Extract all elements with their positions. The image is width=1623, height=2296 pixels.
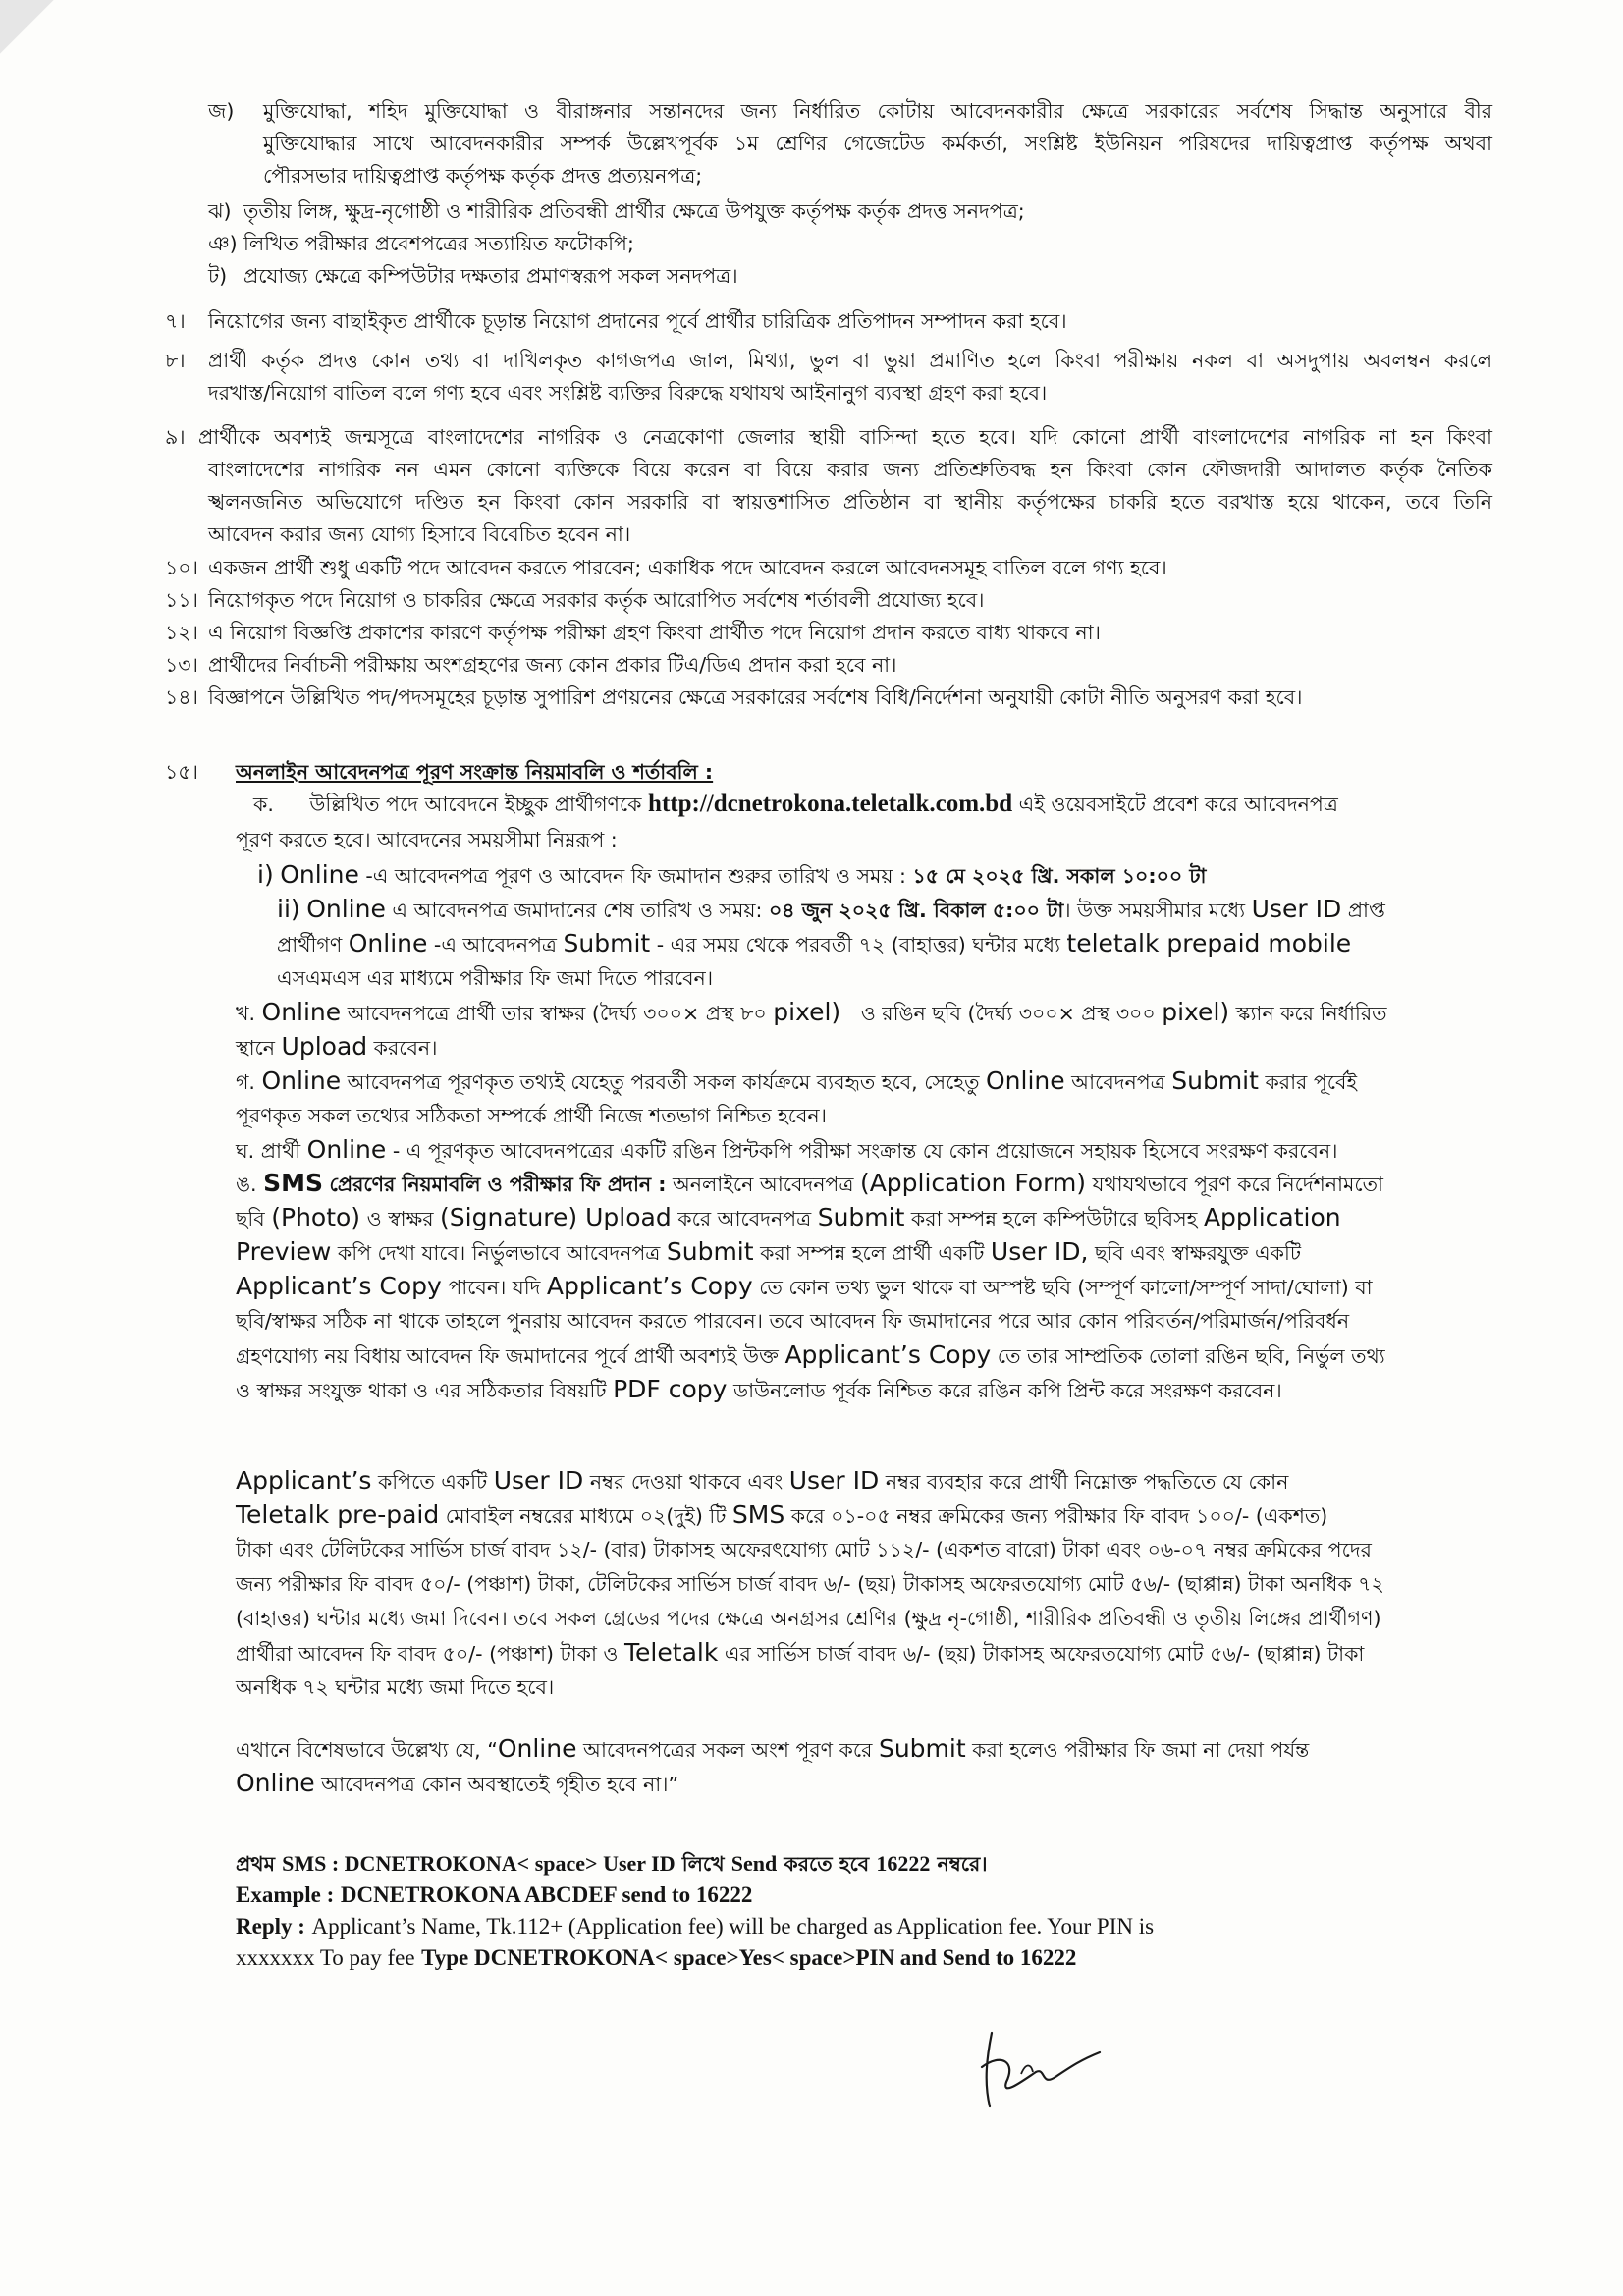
text: (Photo)	[271, 1203, 361, 1231]
item-text-line: প্রার্থীদের নির্বাচনী পরীক্ষায় অংশগ্রহণের জন্য কোন প্রকার টিএ/ডিএ প্রদান করা হবে না।	[208, 653, 897, 677]
item-number: ১৫।	[165, 760, 198, 784]
subitem-ii	[277, 895, 1385, 925]
text: Application	[1203, 1203, 1341, 1231]
text: আবেদনপত্র পূরণকৃত তথ্যই যেহেতু পরবর্তী সকল কার্যক্রমে ব্যবহৃত হবে, সেহেতু	[347, 1070, 980, 1094]
text: teletalk prepaid mobile	[1066, 929, 1352, 957]
text-line	[236, 1340, 1385, 1371]
text: Online	[261, 1066, 342, 1095]
text: করবেন।	[373, 1036, 438, 1060]
text: Online	[497, 1734, 577, 1763]
item-number: ১৪।	[165, 685, 198, 709]
text: করে আবেদনপত্র	[677, 1207, 812, 1230]
text: (Application Form)	[859, 1169, 1087, 1197]
text: Applicant’s Copy	[236, 1272, 442, 1300]
item-text-line: লিখিত পরীক্ষার প্রবেশপত্রের সত্যায়িত ফটোকপি;	[243, 232, 634, 255]
text: Preview	[236, 1237, 332, 1266]
text: Submit	[1171, 1066, 1259, 1095]
item-marker: ঞ)	[208, 232, 238, 255]
website-link[interactable]: http://dcnetrokona.teletalk.com.bd	[648, 791, 1013, 817]
text: Online	[261, 998, 342, 1026]
text: এই ওয়েবসাইটে প্রবেশ করে আবেদনপত্র	[1018, 793, 1338, 816]
text: Teletalk	[624, 1638, 719, 1667]
item-number: ১০।	[165, 556, 198, 579]
item-text-line: নিয়োগের জন্য বাছাইকৃত প্রার্থীকে চূড়ান্ত নিয়োগ প্রদানের পূর্বে প্রার্থীর চারিত্রিক প্রতিপাদন সম্পাদন করা হবে।	[208, 309, 1067, 333]
text: প্রথম	[236, 1852, 275, 1876]
text: প্রার্থীরা আবেদন ফি বাবদ ৫০/- (পঞ্চাশ) টাকা ও	[236, 1642, 619, 1666]
text: Send	[730, 1851, 778, 1876]
item-text-line: পৌরসভার দায়িত্বপ্রাপ্ত কর্তৃপক্ষ কর্তৃক প্রদত্ত প্রত্যয়নপত্র;	[263, 164, 703, 188]
text-line: জন্য পরীক্ষার ফি বাবদ ৫০/- (পঞ্চাশ) টাকা, টেলিটকের সার্ভিস চার্জ বাবদ ৬/- (ছয়) টাকাসহ অফেরতযোগ্য মোট ৫৬/- (ছাপ্পান্ন) টাকা অনধিক ৭২	[236, 1572, 1384, 1596]
text: নম্বর ব্যবহার করে প্রার্থী নিম্নোক্ত পদ্ধতিতে যে কোন	[885, 1470, 1289, 1494]
text: User ID,	[990, 1237, 1089, 1266]
subitem-i	[257, 860, 1206, 891]
item-text-line: মুক্তিযোদ্ধা, শহিদ মুক্তিযোদ্ধা ও বীরাঙ্গনার সন্তানদের জন্য নির্ধারিত কোটায় আবেদনকারীর ক্ষেত্রে সরকারের সর্বশেষ সিদ্ধান্ত অনুসারে বীর	[263, 99, 1492, 123]
subitem-gha	[236, 1135, 1337, 1166]
reply-line-2	[236, 1943, 1076, 1973]
item-text-line: প্রযোজ্য ক্ষেত্রে কম্পিউটার দক্ষতার প্রমাণস্বরূপ সকল সনদপত্র।	[243, 264, 738, 288]
text: নম্বর দেওয়া থাকবে এবং	[589, 1470, 784, 1494]
folded-corner	[0, 0, 59, 59]
text: Applicant’s Copy	[784, 1340, 992, 1369]
item-marker: ঝ)	[208, 199, 232, 223]
text: (Signature) Upload	[440, 1203, 672, 1231]
subitem-marker: ঙ.	[236, 1173, 257, 1196]
example-text: DCNETROKONA ABCDEF send to 16222	[340, 1883, 753, 1907]
text: Online	[236, 1769, 315, 1797]
text-line	[236, 1237, 1301, 1268]
text-line: ছবি/স্বাক্ষর সঠিক না থাকে তাহলে পুনরায় আবেদন করতে পারবেন। তবে আবেদন ফি জমাদানের পরে আর কোন পরিবর্তন/পরিমার্জন/পরিবর্ধন	[236, 1309, 1350, 1333]
text-line	[236, 1769, 678, 1799]
text-line	[236, 1466, 1288, 1497]
reply-line	[236, 1912, 1154, 1941]
item-text-line: প্রার্থী কর্তৃক প্রদত্ত কোন তথ্য বা দাখিলকৃত কাগজপত্র জাল, মিথ্যা, ভুল বা ভুয়া প্রমাণিত হলে কিংবা পরীক্ষায় নকল বা অসদুপায় অবলম্বন করলে	[208, 349, 1492, 372]
text-line	[236, 1501, 1327, 1531]
text: পূরণ করতে হবে। আবেদনের সময়সীমা নিম্নরূপ :	[236, 828, 618, 851]
item-text-line: বাংলাদেশের নাগরিক নন এমন কোনো ব্যক্তিকে বিয়ে করেন বা বিয়ে করার জন্য প্রতিশ্রুতিবদ্ধ হন কিংবা কোন ফৌজদারী আদালত কর্তৃক নৈতিক	[208, 458, 1492, 481]
text: নম্বরে।	[937, 1852, 988, 1876]
text-line	[236, 1203, 1341, 1233]
text: স্থানে	[236, 1036, 275, 1060]
text: যথাযথভাবে পূরণ করে নির্দেশনামতো	[1092, 1173, 1383, 1196]
item-text-line: মুক্তিযোদ্ধার সাথে আবেদনকারীর সম্পর্ক উল্লেখপূর্বক ১ম শ্রেণির গেজেটেড কর্মকর্তা, সংশ্লিষ্ট ইউনিয়ন পরিষদের দায়িত্বপ্রাপ্ত কর্তৃপক্ষ অথবা	[263, 132, 1492, 155]
example-line	[236, 1881, 752, 1910]
text: Online	[306, 1135, 387, 1164]
text: Applicant’s	[236, 1466, 372, 1495]
text: Submit	[817, 1203, 905, 1231]
text: করা সম্পন্ন হলে কম্পিউটারে ছবিসহ	[910, 1207, 1198, 1230]
text: Applicant’s Copy	[546, 1272, 753, 1300]
reply-command: Type DCNETROKONA< space>Yes< space>PIN and Send to 16222	[421, 1945, 1077, 1970]
subitem-marker: ক.	[253, 793, 274, 816]
text: স্ক্যান করে নির্ধারিত	[1235, 1002, 1387, 1025]
reply-text: xxxxxxx To pay fee	[236, 1945, 415, 1970]
item-text-line: দরখাস্ত/নিয়োগ বাতিল বলে গণ্য হবে এবং সংশ্লিষ্ট ব্যক্তির বিরুদ্ধে যথাযথ আইনানুগ ব্যবস্থা গ্রহণ করা হবে।	[208, 381, 1048, 405]
subitem-kha-line2	[236, 1032, 438, 1063]
text: ও স্বাক্ষর সংযুক্ত থাকা ও এর সঠিকতার বিষয়টি	[236, 1379, 607, 1402]
text: প্রাপ্ত	[1347, 899, 1385, 922]
item-text-line: বিজ্ঞাপনে উল্লিখিত পদ/পদসমূহের চূড়ান্ত সুপারিশ প্রণয়নের ক্ষেত্রে সরকারের সর্বশেষ বিধি/নির্দেশনা অনুযায়ী কোটা নীতি অনুসরণ করা হবে।	[208, 685, 1303, 709]
text: User ID	[788, 1466, 880, 1495]
subitem-ii-line2	[277, 929, 1351, 959]
text: লিখে	[681, 1852, 725, 1876]
end-date: ০৪ জুন ২০২৫ খ্রি. বিকাল ৫:০০ টা	[768, 899, 1064, 922]
text: এর সার্ভিস চার্জ বাবদ ৬/- (ছয়) টাকাসহ অফেরতযোগ্য মোট ৫৬/- (ছাপ্পান্ন) টাকা	[724, 1642, 1365, 1666]
subitem-marker: গ.	[236, 1070, 255, 1094]
text: এসএমএস এর মাধ্যমে পরীক্ষার ফি জমা দিতে পারবেন।	[277, 966, 714, 990]
text: Teletalk pre-paid	[236, 1501, 440, 1529]
text: করে ০১-০৫ নম্বর ক্রমিকের জন্য পরীক্ষার ফি বাবদ ১০০/- (একশত)	[790, 1504, 1328, 1528]
text-line	[236, 1734, 1309, 1765]
text: এখানে বিশেষভাবে উল্লেখ্য যে, “	[236, 1738, 498, 1762]
subitem-marker: i)	[257, 860, 274, 889]
short-code: 16222	[876, 1851, 931, 1876]
text: আবেদনপত্রের সকল অংশ পূরণ করে	[582, 1738, 873, 1762]
text: করা সম্পন্ন হলে প্রার্থী একটি	[760, 1241, 985, 1265]
first-sms-line	[236, 1849, 988, 1879]
item-number: ১৩।	[165, 653, 198, 677]
subitem-kha	[236, 998, 1387, 1028]
text: Submit	[563, 929, 651, 957]
item-marker: ট)	[208, 264, 228, 288]
text: এ আবেদনপত্র জমাদানের শেষ তারিখ ও সময়:	[392, 899, 763, 922]
section-heading: অনলাইন আবেদনপত্র পূরণ সংক্রান্ত নিয়মাবলি ও শর্তাবলি :	[236, 760, 714, 784]
text-line: অনধিক ৭২ ঘন্টার মধ্যে জমা দিতে হবে।	[236, 1675, 555, 1699]
text: কপিতে একটি	[377, 1470, 488, 1494]
item-number: ১১।	[165, 588, 198, 612]
text-line	[236, 1272, 1373, 1302]
subitem-ga	[236, 1066, 1357, 1097]
text: pixel)	[773, 998, 841, 1026]
text: Online	[280, 860, 359, 889]
text: প্রার্থীগণ	[277, 933, 343, 957]
text: আবেদনপত্র কোন অবস্থাতেই গৃহীত হবে না।”	[321, 1773, 679, 1796]
start-date: ১৫ মে ২০২৫ খ্রি. সকাল ১০:০০ টা	[912, 864, 1207, 888]
text: Online	[348, 929, 428, 957]
item-number: ৯।	[165, 425, 186, 449]
text: মোবাইল নম্বরের মাধ্যমে ০২(দুই) টি	[445, 1504, 727, 1528]
subitem-marker: খ.	[236, 1002, 255, 1025]
text: আবেদনপত্রে প্রার্থী তার স্বাক্ষর (দৈর্ঘ্য ৩০০× প্রস্থ ৮০	[347, 1002, 767, 1025]
reply-text: Applicant’s Name, Tk.112+ (Application fee) will be charged as Application fee. Your PIN is	[311, 1914, 1155, 1939]
text: ছবি এবং স্বাক্ষরযুক্ত একটি	[1094, 1241, 1302, 1265]
item-text-line: স্খলনজনিত অভিযোগে দণ্ডিত হন কিংবা কোন সরকারি বা স্বায়ত্তশাসিত প্রতিষ্ঠান বা স্থানীয় কর্তৃপক্ষের চাকরি হতে বরখাস্ত হয়ে থাকেন, তবে তিনি	[208, 490, 1492, 514]
text: SMS	[263, 1169, 323, 1197]
text: পূরণকৃত সকল তথ্যের সঠিকতা সম্পর্কে প্রার্থী নিজে শতভাগ নিশ্চিত হবেন।	[236, 1104, 827, 1127]
text: User ID	[493, 1466, 584, 1495]
item-text-line: এ নিয়োগ বিজ্ঞপ্তি প্রকাশের কারণে কর্তৃপক্ষ পরীক্ষা গ্রহণ কিংবা প্রার্থীত পদে নিয়োগ প্রদান করতে বাধ্য থাকবে না।	[208, 621, 1101, 644]
subitem-marker: ii)	[277, 895, 300, 923]
text: Online	[306, 895, 386, 923]
text: ও রঙিন ছবি (দৈর্ঘ্য ৩০০× প্রস্থ ৩০০	[860, 1002, 1156, 1025]
text: -এ আবেদনপত্র পূরণ ও আবেদন ফি জমাদান শুরুর তারিখ ও সময় :	[365, 864, 906, 888]
text: কপি দেখা যাবে। নির্ভুলভাবে আবেদনপত্র	[337, 1241, 661, 1265]
text: SMS	[731, 1501, 785, 1529]
text-line: (বাহাত্তর) ঘন্টার মধ্যে জমা দিবেন। তবে সকল গ্রেডের পদের ক্ষেত্রে অনগ্রসর শ্রেণির (ক্ষুদ্র নৃ-গোষ্ঠী, শারীরিক প্রতিবন্ধী ও তৃতীয় লিঙ্গের প্রার্থীগণ)	[236, 1607, 1381, 1630]
text: । উক্ত সময়সীমার মধ্যে	[1063, 899, 1246, 922]
text: অনলাইনে আবেদনপত্র	[673, 1173, 854, 1196]
item-text-line: একজন প্রার্থী শুধু একটি পদে আবেদন করতে পারবেন; একাধিক পদে আবেদন করলে আবেদনসমূহ বাতিল বলে গণ্য হবে।	[208, 556, 1167, 579]
text: - এর সময় থেকে পরবর্তী ৭২ (বাহাত্তর) ঘন্টার মধ্যে	[656, 933, 1060, 957]
subitem-ka	[253, 790, 1338, 819]
text: pixel)	[1162, 998, 1230, 1026]
text: করার পূর্বেই	[1265, 1070, 1358, 1094]
text: করতে হবে	[784, 1852, 870, 1876]
text: পাবেন। যদি	[448, 1276, 541, 1299]
text: Submit	[878, 1734, 966, 1763]
text-line: টাকা এবং টেলিটকের সার্ভিস চার্জ বাবদ ১২/- (বার) টাকাসহ অফেরৎযোগ্য মোট ১১২/- (একশত বারো) টাকা এবং ০৬-০৭ নম্বর ক্রমিকের পদের	[236, 1538, 1372, 1561]
example-label: Example :	[236, 1883, 335, 1907]
text: PDF copy	[613, 1375, 728, 1403]
reply-label: Reply :	[236, 1914, 305, 1939]
text: ছবি	[236, 1207, 265, 1230]
text: -এ আবেদনপত্র	[433, 933, 557, 957]
subitem-marker: ঘ.	[236, 1139, 255, 1163]
item-text-line: তৃতীয় লিঙ্গ, ক্ষুদ্র-নৃগোষ্ঠী ও শারীরিক প্রতিবন্ধী প্রার্থীর ক্ষেত্রে উপযুক্ত কর্তৃপক্ষ কর্তৃক প্রদত্ত সনদপত্র;	[243, 199, 1025, 223]
text: ও স্বাক্ষর	[366, 1207, 434, 1230]
text: Submit	[666, 1237, 754, 1266]
item-text-line: আবেদন করার জন্য যোগ্য হিসাবে বিবেচিত হবেন না।	[208, 522, 631, 546]
sms-format: SMS : DCNETROKONA< space> User ID	[282, 1851, 676, 1876]
text: - এ পূরণকৃত আবেদনপত্রের একটি রঙিন প্রিন্টকপি পরীক্ষা সংক্রান্ত যে কোন প্রয়োজনে সহায়ক হিসেবে সংরক্ষণ করবেন।	[392, 1139, 1338, 1163]
text: উল্লিখিত পদে আবেদনে ইচ্ছুক প্রার্থীগণকে	[309, 793, 642, 816]
text: তে তার সাম্প্রতিক তোলা রঙিন ছবি, নির্ভুল তথ্য	[997, 1344, 1385, 1368]
signature	[962, 2013, 1119, 2121]
text-line	[236, 1375, 1282, 1405]
item-number: ৮।	[165, 349, 186, 372]
item-number: ৭।	[165, 309, 186, 333]
text: গ্রহণযোগ্য নয় বিধায় আবেদন ফি জমাদানের পূর্বে প্রার্থী অবশ্যই উক্ত	[236, 1344, 779, 1368]
text: Online	[986, 1066, 1065, 1095]
item-text-line: নিয়োগকৃত পদে নিয়োগ ও চাকরির ক্ষেত্রে সরকার কর্তৃক আরোপিত সর্বশেষ শর্তাবলী প্রযোজ্য হবে।	[208, 588, 985, 612]
text: আবেদনপত্র	[1071, 1070, 1165, 1094]
text: ডাউনলোড পূর্বক নিশ্চিত করে রঙিন কপি প্রিন্ট করে সংরক্ষণ করবেন।	[732, 1379, 1282, 1402]
item-text-line: প্রার্থীকে অবশ্যই জন্মসূত্রে বাংলাদেশের নাগরিক ও নেত্রকোণা জেলার স্থায়ী বাসিন্দা হতে হবে। যদি কোনো প্রার্থী বাংলাদেশের নাগরিক না হন কিংবা	[198, 425, 1492, 449]
text: করা হলেও পরীক্ষার ফি জমা না দেয়া পর্যন্ত	[972, 1738, 1310, 1762]
subitem-uma	[236, 1169, 1383, 1199]
text: তে কোন তথ্য ভুল থাকে বা অস্পষ্ট ছবি (সম্পূর্ণ কালো/সম্পূর্ণ সাদা/ঘোলা) বা	[759, 1276, 1373, 1299]
text-line	[236, 1638, 1364, 1668]
item-marker: জ)	[208, 99, 235, 123]
subitem-heading: প্রেরণের নিয়মাবলি ও পরীক্ষার ফি প্রদান :	[329, 1173, 667, 1196]
text: Upload	[281, 1032, 368, 1061]
text: User ID	[1251, 895, 1342, 923]
text: প্রার্থী	[260, 1139, 301, 1163]
item-number: ১২।	[165, 621, 198, 644]
